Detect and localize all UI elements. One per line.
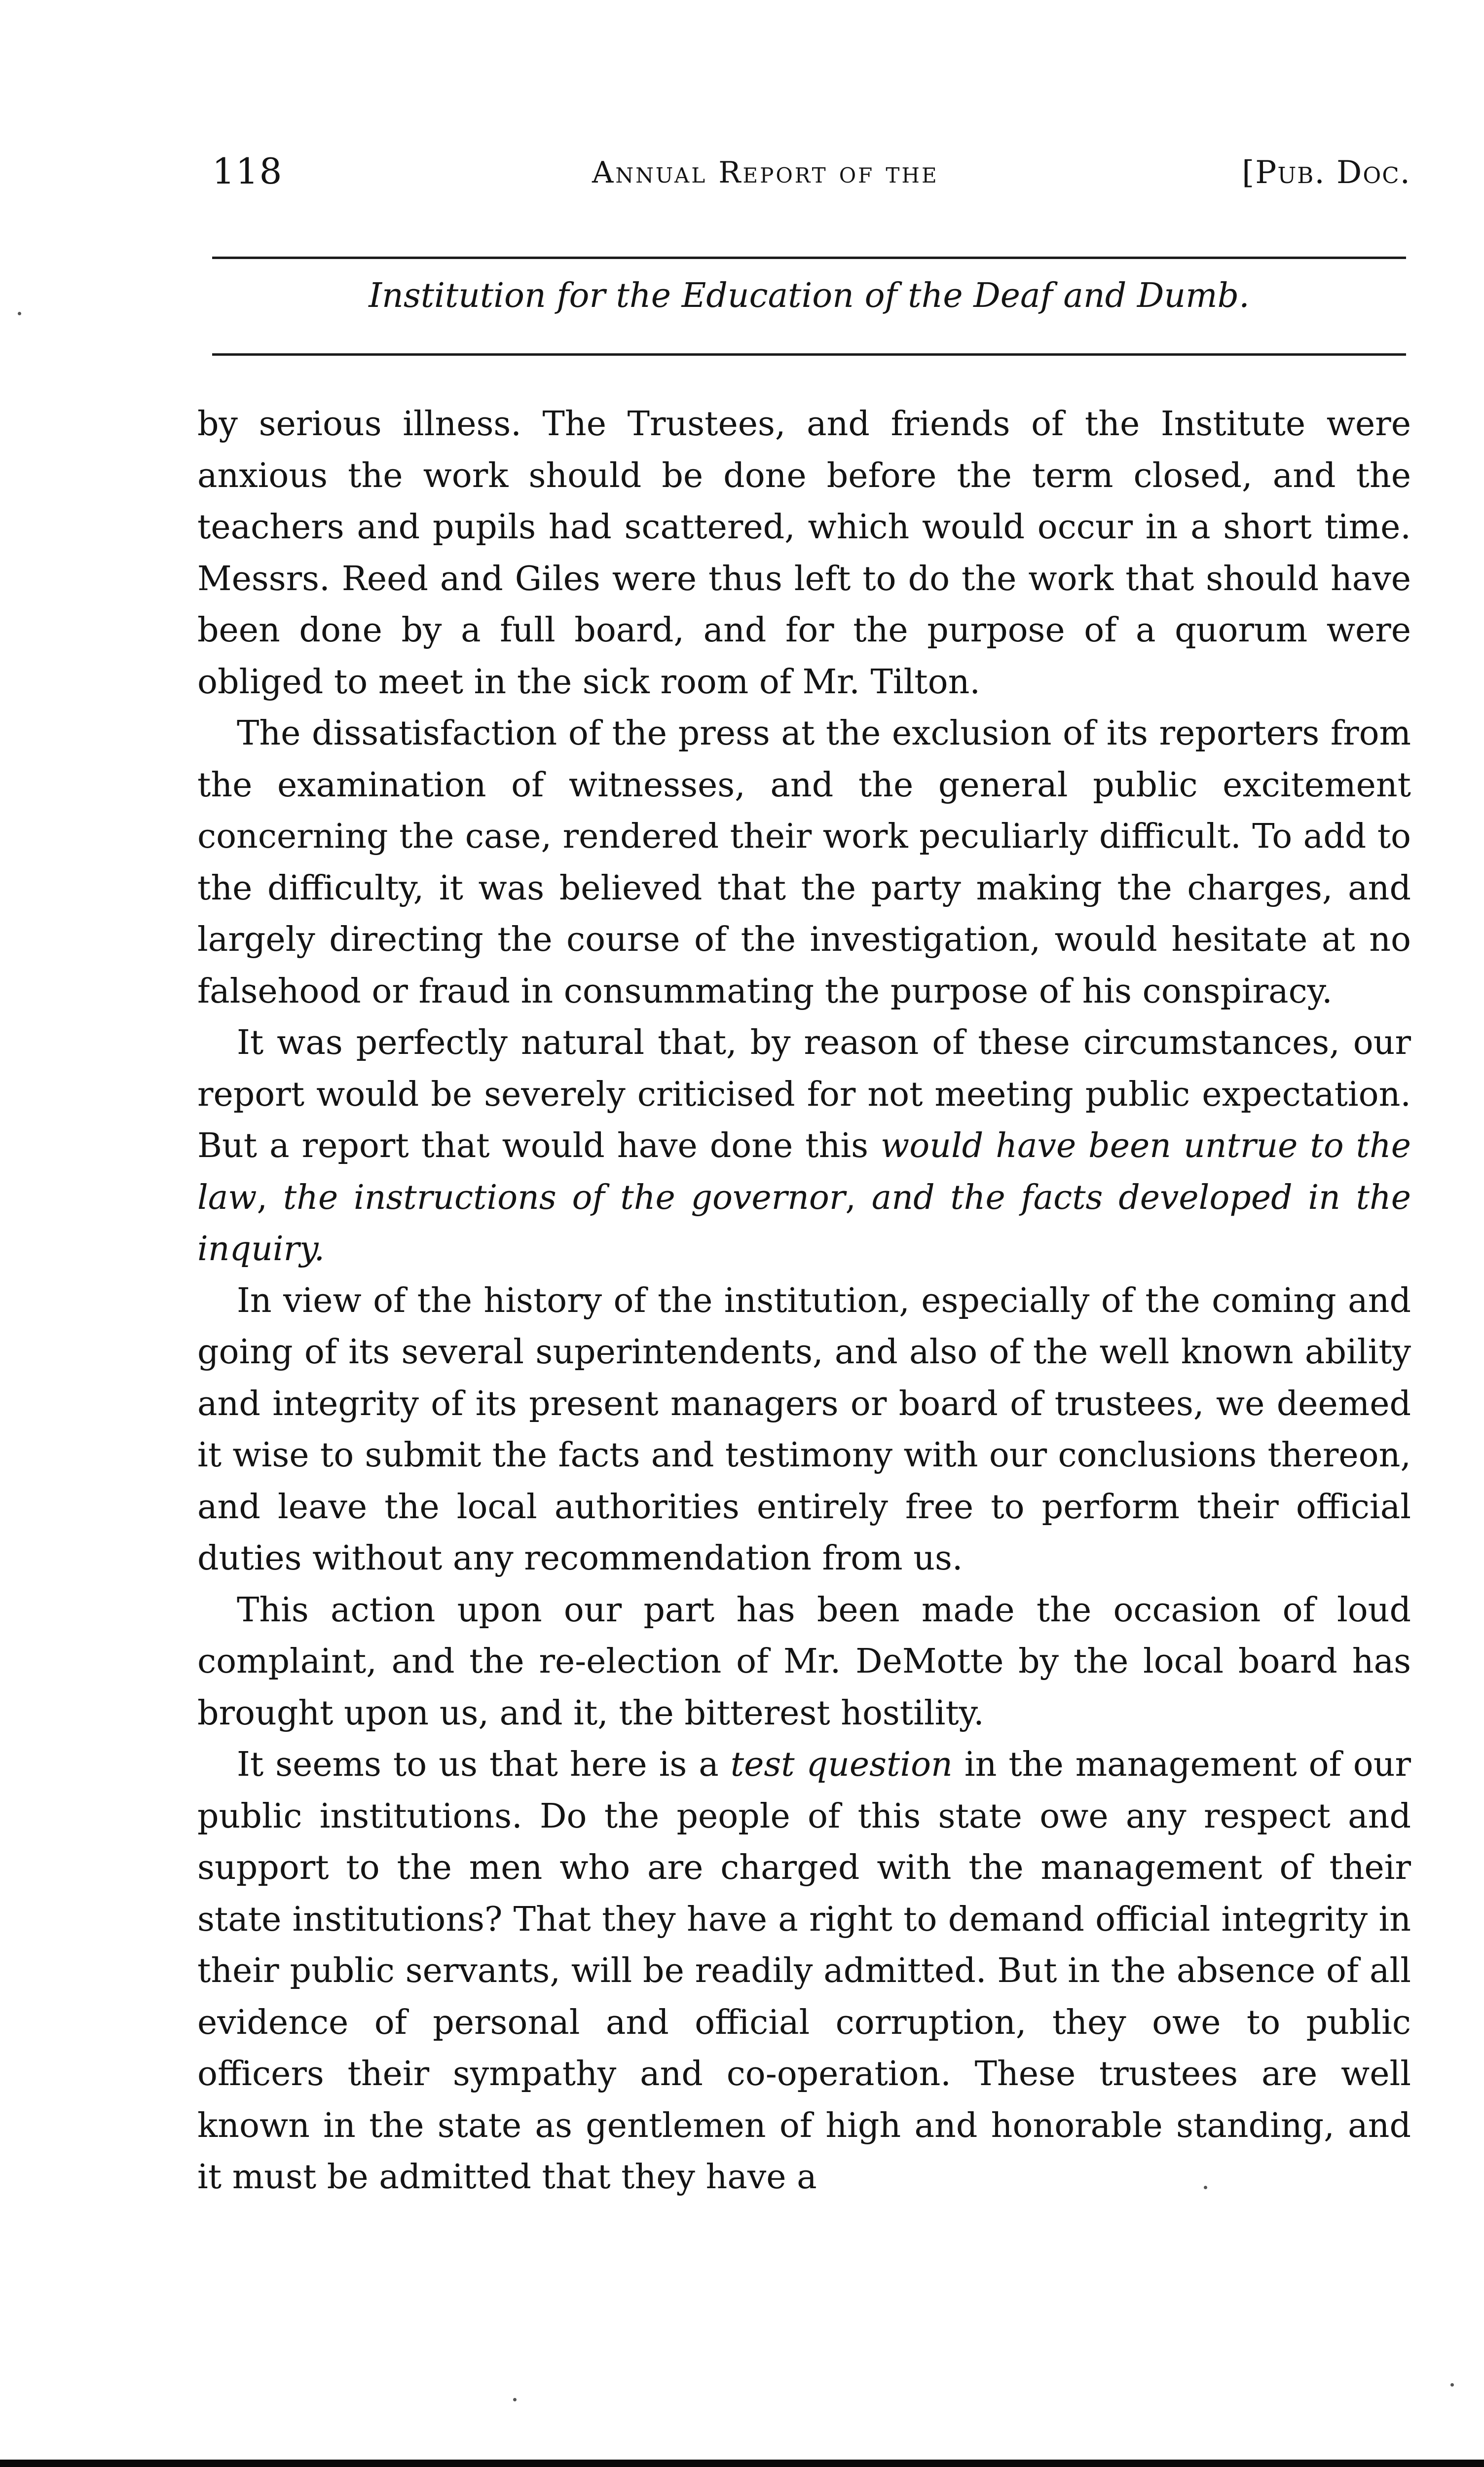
running-title: Annual Report of the xyxy=(592,155,939,190)
emphasized-text: and the facts developed in the inquiry. xyxy=(197,1178,1411,1269)
body-paragraph xyxy=(197,708,1411,1017)
paragraph-text: by serious illness. The Trustees, and friends of the Institute were anxious the work should be done before the term closed, and the teachers and pupils had scattered, which would occur in a short time. Messrs. Reed and Giles were thus left to do the work that should have been done by a full board, and for the purpose of a quorum were obliged to meet in the sick room of Mr. Tilton. xyxy=(197,405,1411,702)
paper-speck xyxy=(18,312,21,315)
document-reference: [Pub. Doc. xyxy=(1242,154,1411,191)
emphasized-text: the instructions of the governor xyxy=(283,1178,846,1217)
scan-bottom-edge xyxy=(0,2460,1484,2467)
body-paragraph xyxy=(197,1275,1411,1585)
paper-speck xyxy=(1204,2186,1207,2189)
paragraph-text: This action upon our part has been made the occasion of loud complaint, and the re-election of Mr. DeMotte by the local board has brought upon us, and it, the bitterest hostility. xyxy=(197,1590,1411,1733)
paragraph-text: , xyxy=(257,1178,283,1217)
body-paragraph xyxy=(197,1017,1411,1275)
paragraph-text: It seems to us that here is a xyxy=(237,1745,731,1784)
page-number: 118 xyxy=(212,150,283,192)
body-paragraph xyxy=(197,399,1411,708)
section-subtitle: Institution for the Education of the Deaf and Dumb. xyxy=(369,276,1250,315)
paragraph-text: In view of the history of the institution, especially of the coming and going of its several superintendents, and also of the well known ability and integrity of its present managers or board of trustees, we deemed it wise to submit the facts and testimony with our conclusions thereon, and leave the local authorities entirely free to perform their official duties without any recommendation from us. xyxy=(197,1281,1411,1578)
body-text xyxy=(197,399,1411,2204)
page-header xyxy=(212,150,1411,205)
header-rule-bottom xyxy=(212,353,1406,356)
paper-speck xyxy=(513,2398,517,2401)
paragraph-text: It was perfectly natural that, by reason of these circumstances, our report would be severely criticised for not meeting public expectation. But a report that would have done this xyxy=(197,1023,1411,1165)
paragraph-text: in the management of our public institutions. Do the people of this state owe any respect and support to the men who are charged with the management of their state institutions? That they have a right to demand official integrity in their public servants, will be readily admitted. But in the absence of all evidence of personal and official corruption, they owe to public officers their sympathy and co-operation. These trustees are well known in the state as gentlemen of high and honorable standing, and it must be admitted that they have a xyxy=(197,1745,1411,2197)
emphasized-text: would have been untrue to the law xyxy=(197,1126,1411,1217)
paper-speck xyxy=(1450,2383,1454,2387)
paragraph-text: The dissatisfaction of the press at the exclusion of its reporters from the examination of witnesses, and the general public excitement concerning the case, rendered their work peculiarly difficult. To add to the difficulty, it was believed that the party making the charges, and largely directing the course of the investigation, would hesitate at no falsehood or fraud in consummating the purpose of his conspiracy. xyxy=(197,714,1411,1011)
paragraph-text: , xyxy=(845,1178,872,1217)
body-paragraph xyxy=(197,1585,1411,1740)
header-rule-top xyxy=(212,257,1406,259)
emphasized-text: test question xyxy=(730,1745,953,1784)
body-paragraph xyxy=(197,1739,1411,2204)
